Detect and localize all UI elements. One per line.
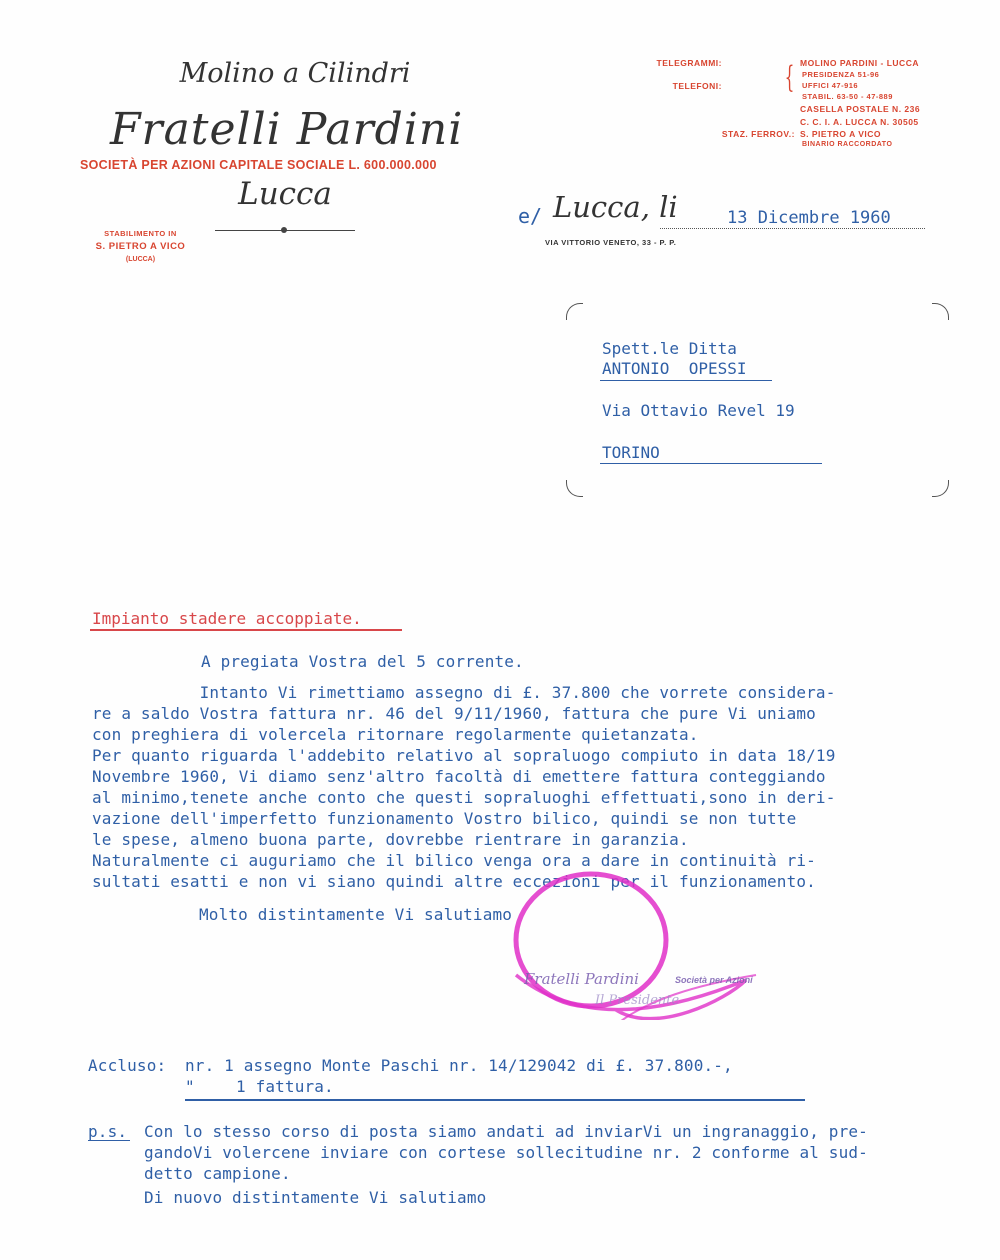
recipient-city: TORINO <box>602 443 660 462</box>
phone-presidenza: PRESIDENZA 51-96 <box>802 70 880 79</box>
phones-label: TELEFONI: <box>672 81 722 91</box>
recipient-street: Via Ottavio Revel 19 <box>602 401 795 420</box>
stamp-company-name: Fratelli Pardini <box>524 970 639 988</box>
letter-date: 13 Dicembre 1960 <box>727 208 891 228</box>
enclosure-underline <box>185 1099 805 1101</box>
letterhead-plant <box>78 227 203 266</box>
recipient-name-underline <box>600 380 772 381</box>
body-line: Novembre 1960, Vi diamo senz'altro facoltà di emettere fattura conteggiando <box>92 767 826 786</box>
stamp-role: Il Presidente <box>595 993 680 1008</box>
body-line: vazione dell'imperfetto funzionamento Vostro bilico, quindi se non tutte <box>92 809 797 828</box>
plant-place: S. PIETRO A VICO <box>95 241 186 252</box>
body-line: con preghiera di volercela ritornare regolarmente quietanzata. <box>92 725 699 744</box>
letterhead-city: Lucca <box>238 176 332 212</box>
body-line: Intanto Vi rimettiamo assegno di £. 37.800 che vorrete considera- <box>92 683 836 702</box>
letterhead-company-name: Fratelli Pardini <box>110 104 464 155</box>
rail-siding: BINARIO RACCORDATO <box>802 141 893 148</box>
enclosure-ditto: " <box>185 1077 195 1096</box>
enclosure-item-2: 1 fattura. <box>236 1077 334 1096</box>
ps-line: gandoVi volercene inviare con cortese sollecitudine nr. 2 conforme al sud- <box>144 1143 868 1162</box>
letterhead-divider-dot <box>281 227 287 233</box>
body-line: sultati esatti e non vi siano quindi altre eccezioni per il funzionamento. <box>92 872 816 891</box>
body-opening: A pregiata Vostra del 5 corrente. <box>201 652 524 671</box>
recipient-salutation: Spett.le Ditta <box>602 339 737 358</box>
window-corner-top-left <box>566 303 583 320</box>
telegrams-value: MOLINO PARDINI - LUCCA <box>800 58 919 68</box>
ps-underline <box>88 1140 130 1141</box>
body-line: re a saldo Vostra fattura nr. 46 del 9/11/1960, fattura che pure Vi uniamo <box>92 704 816 723</box>
body-line: al minimo,tenete anche conto che questi sopraluoghi effettuati,sono in deri- <box>92 788 836 807</box>
ps-closing: Di nuovo distintamente Vi salutiamo <box>144 1188 487 1207</box>
phone-uffici: UFFICI 47-916 <box>802 81 859 90</box>
window-corner-bottom-right <box>932 480 949 497</box>
body-line: Per quanto riguarda l'addebito relativo al sopraluogo compiuto in data 18/19 <box>92 746 836 765</box>
window-corner-top-right <box>932 303 949 320</box>
ps-line: detto campione. <box>144 1164 291 1183</box>
po-box: CASELLA POSTALE N. 236 <box>800 104 921 114</box>
enclosure-item-1: nr. 1 assegno Monte Paschi nr. 14/129042 di £. 37.800.-, <box>185 1056 733 1075</box>
body-line: le spese, almeno buona parte, dovrebbe rientrare in garanzia. <box>92 830 689 849</box>
ps-label: p.s. <box>88 1122 128 1141</box>
body-closing: Molto distintamente Vi salutiamo <box>199 905 513 924</box>
stamp-company-type: Società per Azioni <box>675 975 753 985</box>
date-place: Lucca, li <box>553 190 678 224</box>
enclosure-label: Accluso: <box>88 1056 167 1075</box>
station-value: S. PIETRO A VICO <box>800 129 882 139</box>
plant-label: STABILIMENTO IN <box>104 229 177 238</box>
sender-address: VIA VITTORIO VENETO, 33 - P. P. <box>545 238 677 247</box>
station-label: STAZ. FERROV.: <box>721 129 795 139</box>
letterhead-mill-name: Molino a Cilindri <box>179 58 411 89</box>
plant-province: (LUCCA) <box>125 256 156 263</box>
phones-brace: { <box>784 60 795 95</box>
date-prefix: e/ <box>518 204 543 228</box>
recipient-city-underline <box>600 463 822 464</box>
recipient-name: ANTONIO OPESSI <box>602 359 747 378</box>
subject-underline <box>90 629 402 631</box>
telegrams-label: TELEGRAMMI: <box>656 58 722 68</box>
window-corner-bottom-left <box>566 480 583 497</box>
ccia-number: C. C. I. A. LUCCA N. 30505 <box>800 117 919 127</box>
ps-line: Con lo stesso corso di posta siamo andati ad inviarVi un ingranaggio, pre- <box>144 1122 868 1141</box>
phone-stabil: STABIL. 63-50 - 47-889 <box>802 92 893 101</box>
body-line: Naturalmente ci auguriamo che il bilico venga ora a dare in continuità ri- <box>92 851 816 870</box>
date-rule <box>660 228 925 229</box>
letterhead-company-type: SOCIETÀ PER AZIONI CAPITALE SOCIALE L. 600.000.000 <box>80 158 437 172</box>
letter-subject: Impianto stadere accoppiate. <box>92 609 362 628</box>
